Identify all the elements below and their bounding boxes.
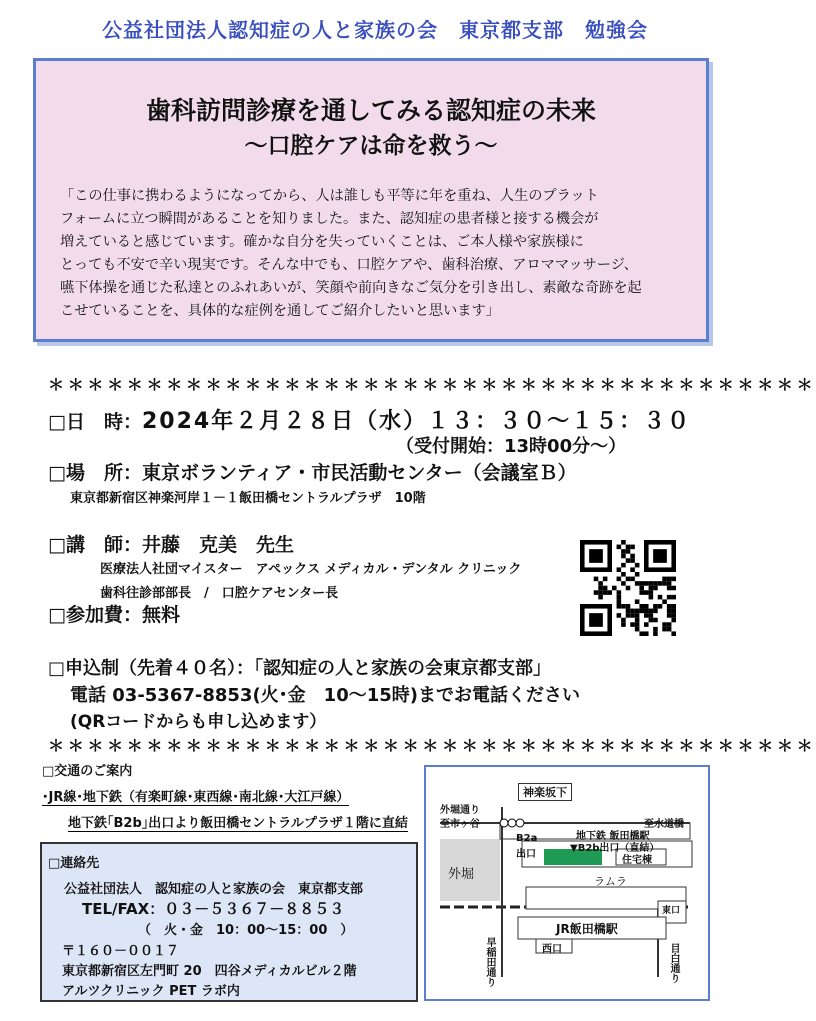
fee-row: [48, 600, 180, 627]
qr-note: (QRコードからも申し込めます）: [70, 712, 327, 732]
contact-box: [40, 842, 418, 1002]
access-exit: 地下鉄｢B2b｣出口より飯田橋セントラルプラザ１階に直結: [68, 812, 408, 832]
lecturer-org: 医療法人社団マイスター アペックス メディカル・デンタル クリニック: [100, 562, 522, 577]
main-title: 歯科訪問診療を通してみる認知症の未来: [145, 96, 596, 125]
star-divider-top: ＊＊＊＊＊＊＊＊＊＊＊＊＊＊＊＊＊＊＊＊＊＊＊＊＊＊＊＊＊＊＊＊＊＊＊＊＊＊＊: [48, 375, 816, 394]
map-subway-station: 地下鉄 飯田橋駅: [576, 831, 650, 842]
map-mejiro-st: 目白通り: [668, 943, 679, 983]
sub-title: ～口腔ケアは命を救う～: [244, 133, 498, 159]
map-b2a-exit: 出口: [516, 849, 536, 860]
access-heading: □交通のご案内: [42, 764, 133, 779]
apply-line: □申込制（先着４０名）：「認知症の人と家族の会東京都支部」: [48, 658, 552, 679]
lecturer-row: [48, 530, 294, 557]
map-west-exit: 西口: [542, 944, 562, 955]
phone-line: 電話 03-5367-8853(火･金 10～15時)までお電話ください: [70, 685, 581, 706]
map-to-suidobashi: 至水道橋: [644, 819, 684, 830]
venue-row: [48, 458, 577, 485]
map-to-ichigaya: 至市ヶ谷: [440, 819, 480, 830]
date-row: [48, 404, 691, 435]
contact-tel: TEL/FAX：０３－５３６７－８８５３: [82, 900, 345, 918]
title-box: [33, 58, 709, 342]
map-east-exit: 東口: [662, 906, 681, 916]
intro-text: 「この仕事に携わるようになってから、人は誰しも平等に年を重ね、人生のプラット フォームに立つ瞬間があることを知りました。また、認知症の患者様と接する機会が 増えていると感じています。確かな自分を失っていくことは、ご本人様や家族様に とっても不安で辛い現実です。そんな中でも、口腔ケアや、歯科治療、アロママッサージ、 嚥下体操を通じた私達とのふれあいが、笑顔や前向きなご気分を引き出し、素敵な奇跡を起 こせていることを、具体的な症例を通してご紹介したいと思います」: [60, 188, 642, 319]
map-waseda-st: 早稲田通り: [484, 937, 495, 987]
org-header: 公益社団法人認知症の人と家族の会 東京都支部 勉強会: [102, 18, 648, 42]
contact-org: 公益社団法人 認知症の人と家族の会 東京都支部: [64, 882, 364, 897]
map-ramla: ラムラ: [594, 875, 627, 888]
map-jr-station: JR飯田橋駅: [556, 922, 618, 936]
lecturer-label: □講 師：: [48, 534, 142, 556]
date-value: 2024年２月２８日（水）１３：３０～１５：３０: [141, 409, 692, 434]
venue-value: 東京ボランティア・市民活動センター（会議室Ｂ）: [141, 462, 577, 484]
lecturer-name: 井藤 克美 先生: [141, 534, 294, 556]
access-map: [424, 765, 710, 1001]
reception-time: （受付開始：13時00分～）: [396, 436, 627, 457]
qr-code-icon[interactable]: [580, 540, 676, 636]
venue-address: 東京都新宿区神楽河岸１－１飯田橋セントラルプラザ 10階: [70, 491, 426, 506]
map-b2b-exit: ▼B2b出口（直結）: [570, 843, 660, 854]
contact-hours: （ 火・金 10：00～15：00 ）: [138, 923, 354, 938]
contact-postal: 〒１６０－００１７: [62, 944, 180, 959]
map-b2a: B2a: [516, 833, 538, 844]
lecturer-title: 歯科往診部部長 / 口腔ケアセンター長: [100, 586, 339, 601]
map-residence: 住宅棟: [622, 855, 652, 866]
contact-building: アルツクリニック PET ラボ内: [62, 984, 240, 999]
map-kagurazaka: 神楽坂下: [518, 783, 572, 801]
venue-label: □場 所：: [48, 462, 142, 484]
access-lines: ･JR線･地下鉄（有楽町線･東西線･南北線･大江戸線）: [42, 786, 349, 806]
date-label: □日 時：: [48, 411, 142, 433]
contact-address: 東京都新宿区左門町 20 四谷メディカルビル２階: [62, 964, 357, 979]
fee-value: 無料: [141, 604, 180, 626]
contact-heading: □連絡先: [48, 856, 100, 871]
map-sotobori: 外堀: [448, 867, 475, 882]
map-sotobori-street: 外堀通り: [440, 805, 480, 816]
fee-label: □参加費：: [48, 604, 142, 626]
star-divider-bottom: ＊＊＊＊＊＊＊＊＊＊＊＊＊＊＊＊＊＊＊＊＊＊＊＊＊＊＊＊＊＊＊＊＊＊＊＊＊＊＊: [48, 736, 816, 755]
